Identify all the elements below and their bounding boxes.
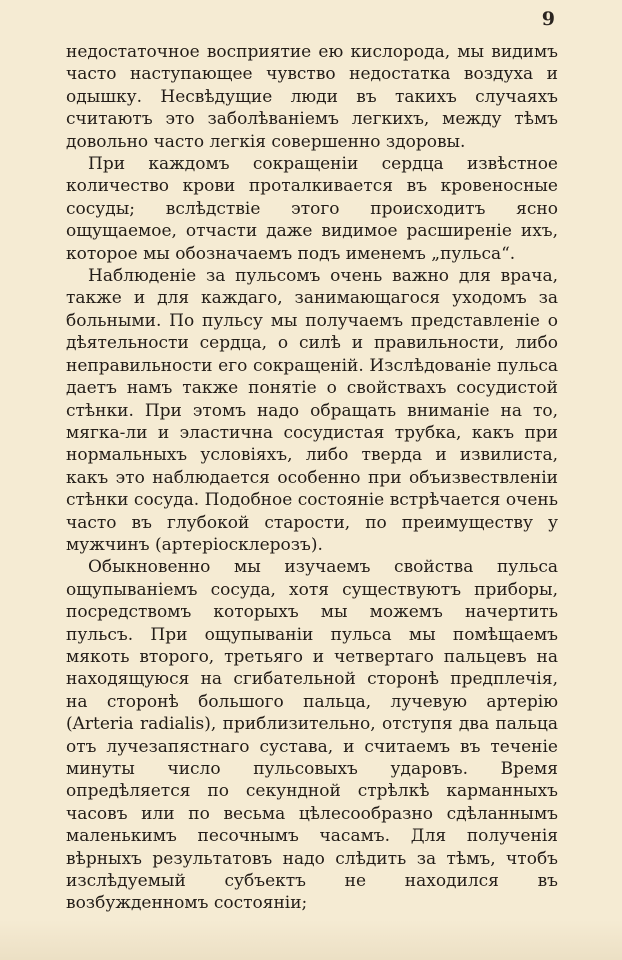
paragraph-pulse-observation: Наблюденіе за пульсомъ очень важно для врача, также и для каждаго, занимающагося уходомъ за больными. По пульсу мы получаемъ представленіе о дѣятельности сердца, о силѣ и правильности, либо неправильности его сокращеній. Изслѣдованіе пульса даетъ намъ также понятіе о свойствахъ сосудистой стѣнки. При этомъ надо обращать вниманіе на то, мягка-ли и эластична сосудистая трубка, какъ при нормальныхъ условіяхъ, либо тверда и извилиста, какъ это наблюдается особенно при объизвествленіи стѣнки сосуда. Подобное состояніе встрѣчается очень часто въ глубокой старости, по преимуществу у мужчинъ (артеріосклерозъ). (66, 266, 558, 555)
body-text (66, 41, 558, 915)
page-number: 9 (541, 8, 555, 30)
paragraph-continuation: недостаточное восприятие ею кислорода, мы видимъ часто наступающее чувство недостатка воздуха и одышку. Несвѣдущие люди въ такихъ случаяхъ считаютъ это заболѣваніемъ легкихъ, между тѣмъ довольно часто легкія совершенно здоровы. (66, 42, 558, 152)
paragraph-pulse-measurement: Обыкновенно мы изучаемъ свойства пульса ощупываніемъ сосуда, хотя существуютъ приборы, посредствомъ которыхъ мы можемъ начертить пульсъ. При ощупываніи пульса мы помѣщаемъ мякоть второго, третьяго и четвертаго пальцевъ на находящуюся на сгибательной сторонѣ предплечія, на сторонѣ большого пальца, лучевую артерію (Arteria radialis), приблизительно, отступя два пальца отъ лучезапястнаго сустава, и считаемъ въ теченіе минуты число пульсовыхъ ударовъ. Время опредѣляется по секундной стрѣлкѣ карманныхъ часовъ или по весьма цѣлесообразно сдѣланнымъ маленькимъ песочнымъ часамъ. Для полученія вѣрныхъ результатовъ надо слѣдить за тѣмъ, чтобъ изслѣдуемый субъектъ не находился въ возбужденномъ состояніи; (66, 557, 558, 914)
paragraph-heart-contraction: При каждомъ сокращеніи сердца извѣстное количество крови проталкивается въ кровеносные сосуды; вслѣдствіе этого происходитъ ясно ощущаемое, отчасти даже видимое расширеніе ихъ, которое мы обозначаемъ подъ именемъ „пульса“. (66, 154, 558, 264)
page-bottom-shadow (0, 920, 622, 960)
